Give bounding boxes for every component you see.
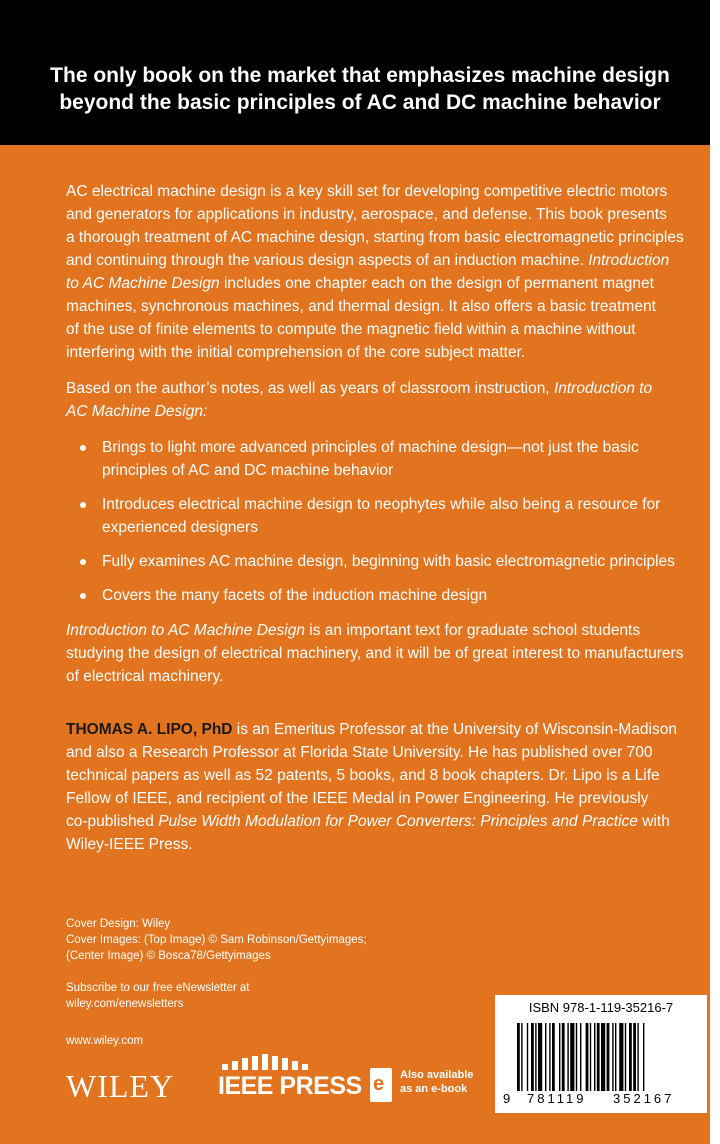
text-run: is an Emeritus Professor at the University of Wisconsin-Madison	[236, 721, 677, 738]
bullet-icon	[80, 559, 86, 565]
list-item	[66, 436, 710, 482]
text-line	[66, 619, 710, 642]
text-line: principles of AC and DC machine behavior	[102, 462, 394, 479]
newsletter-link: wiley.com/enewsletters	[66, 998, 184, 1010]
text-line	[66, 249, 710, 272]
tagline	[0, 62, 720, 116]
barcode-digits-right: 352167	[613, 1091, 675, 1106]
closing-paragraph	[66, 619, 710, 688]
text-run: is an important text for graduate school students	[309, 622, 641, 639]
barcode-digits-left: 781119	[527, 1091, 587, 1106]
barcode-bar	[517, 1023, 520, 1091]
barcode-bar	[527, 1023, 528, 1091]
barcode-bar	[549, 1023, 550, 1091]
text-line: Cover Images: (Top Image) © Sam Robinson/Gettyimages;	[66, 934, 367, 946]
text-line: studying the design of electrical machinery, and it will be of great interest to manufacturers	[66, 645, 684, 662]
text-line	[66, 400, 710, 423]
barcode-bar	[597, 1023, 600, 1091]
barcode-bar	[643, 1023, 644, 1091]
barcode-bar	[619, 1023, 623, 1091]
barcode-bar	[637, 1023, 638, 1091]
barcode-bar	[615, 1023, 616, 1091]
text-line: Subscribe to our free eNewsletter at	[66, 982, 250, 994]
barcode-bar	[531, 1023, 534, 1091]
barcode-bar	[625, 1023, 626, 1091]
book-title: Introduction to AC Machine Design	[66, 622, 305, 639]
text-run: Based on the author’s notes, as well as years of classroom instruction,	[66, 380, 550, 397]
author-bio	[66, 718, 710, 856]
ieee-press-label: IEEE PRESS	[218, 1072, 362, 1100]
text-line: machines, synchronous machines, and thermal design. It also offers a basic treatment	[66, 298, 656, 315]
description-paragraph	[66, 180, 710, 364]
cover-credits	[66, 916, 367, 964]
ebook-note	[400, 1068, 473, 1096]
ebook-icon	[370, 1068, 392, 1102]
text-line	[66, 272, 710, 295]
tagline-line: The only book on the market that emphasizes machine design	[50, 64, 670, 87]
barcode-bar	[586, 1023, 589, 1091]
text-line: Brings to light more advanced principles of machine design—not just the basic	[102, 439, 639, 456]
barcode-bar	[612, 1023, 613, 1091]
text-line: a thorough treatment of AC machine design, starting from basic electromagnetic principles	[66, 229, 684, 246]
intro-paragraph	[66, 377, 710, 423]
blurb	[66, 180, 710, 869]
text-line: Fully examines AC machine design, beginning with basic electromagnetic principles	[102, 553, 675, 570]
barcode-bar	[633, 1023, 636, 1091]
list-item	[66, 550, 710, 573]
barcode-bar	[562, 1023, 565, 1091]
bullet-icon	[80, 593, 86, 599]
text-line: Also available	[400, 1069, 474, 1081]
text-line: Covers the many facets of the induction machine design	[102, 587, 488, 604]
book-title: to AC Machine Design	[66, 275, 220, 292]
list-item	[66, 493, 710, 539]
ebook-icon-glyph: e	[373, 1073, 385, 1095]
text-line: Introduces electrical machine design to neophytes while also being a resource for	[102, 496, 661, 513]
barcode-bar	[552, 1023, 555, 1091]
text-line: Fellow of IEEE, and recipient of the IEEE Medal in Power Engineering. He previously	[66, 790, 649, 807]
feature-list	[66, 436, 710, 607]
tagline-line: beyond the basic principles of AC and DC machine behavior	[59, 91, 661, 114]
text-line: technical papers as well as 52 patents, 5 books, and 8 book chapters. Dr. Lipo is a Life	[66, 767, 660, 784]
text-line: experienced designers	[102, 519, 258, 536]
text-line	[66, 718, 710, 741]
text-line: and generators for applications in industry, aerospace, and defense. This book presents	[66, 206, 667, 223]
newsletter-note	[66, 980, 249, 1012]
book-title: Introduction	[588, 252, 670, 269]
book-title: Introduction to	[553, 380, 653, 397]
book-title: AC Machine Design:	[66, 403, 208, 420]
barcode-bar	[576, 1023, 577, 1091]
ieee-press-logo	[218, 1054, 362, 1104]
publisher-website: www.wiley.com	[66, 1035, 144, 1047]
wiley-logo: WILEY	[66, 1068, 175, 1104]
barcode-bar	[545, 1023, 546, 1091]
ebook-badge	[370, 1068, 480, 1112]
text-line: Wiley-IEEE Press.	[66, 836, 193, 853]
text-line: as an e-book	[400, 1083, 468, 1095]
text-line: and also a Research Professor at Florida State University. He has published over 700	[66, 744, 653, 761]
text-line: Cover Design: Wiley	[66, 918, 171, 930]
tagline-band	[0, 0, 720, 145]
bullet-icon	[80, 502, 86, 508]
book-title: Pulse Width Modulation for Power Converters: Principles and Practice	[158, 813, 638, 830]
text-line: AC electrical machine design is a key skill set for developing competitive electric motors	[66, 183, 668, 200]
barcode-bar	[607, 1023, 610, 1091]
barcode-digit-first: 9	[503, 1091, 511, 1106]
author-name: THOMAS A. LIPO, PhD	[66, 721, 233, 738]
text-run: with	[642, 813, 670, 830]
ieee-bars-icon	[218, 1054, 318, 1070]
text-line: (Center Image) © Bosca78/Gettyimages	[66, 950, 271, 962]
text-run: co-published	[66, 813, 154, 830]
text-line	[66, 810, 710, 833]
isbn-barcode	[495, 995, 707, 1113]
barcode-bar	[590, 1023, 591, 1091]
barcode-bar	[521, 1023, 522, 1091]
list-item	[66, 584, 710, 607]
barcode-bar	[629, 1023, 632, 1091]
barcode-bar	[567, 1023, 568, 1091]
isbn-number: ISBN 978-1-119-35216-7	[528, 1000, 674, 1015]
barcode-bar	[601, 1023, 605, 1091]
barcode-bar	[570, 1023, 574, 1091]
text-line: interfering with the initial comprehension of the core subject matter.	[66, 344, 526, 361]
barcode-bar	[594, 1023, 595, 1091]
text-run: includes one chapter each on the design of permanent magnet	[223, 275, 654, 292]
barcode-bar	[580, 1023, 581, 1091]
barcode-bar	[538, 1023, 542, 1091]
text-line	[66, 377, 710, 400]
barcode-icon	[517, 1023, 689, 1097]
barcode-bar	[559, 1023, 560, 1091]
barcode-bar	[535, 1023, 536, 1091]
text-line: of electrical machinery.	[66, 668, 224, 685]
text-run: and continuing through the various design aspects of an induction machine.	[66, 252, 584, 269]
text-line: of the use of finite elements to compute the magnetic field within a machine without	[66, 321, 636, 338]
bullet-icon	[80, 445, 86, 451]
